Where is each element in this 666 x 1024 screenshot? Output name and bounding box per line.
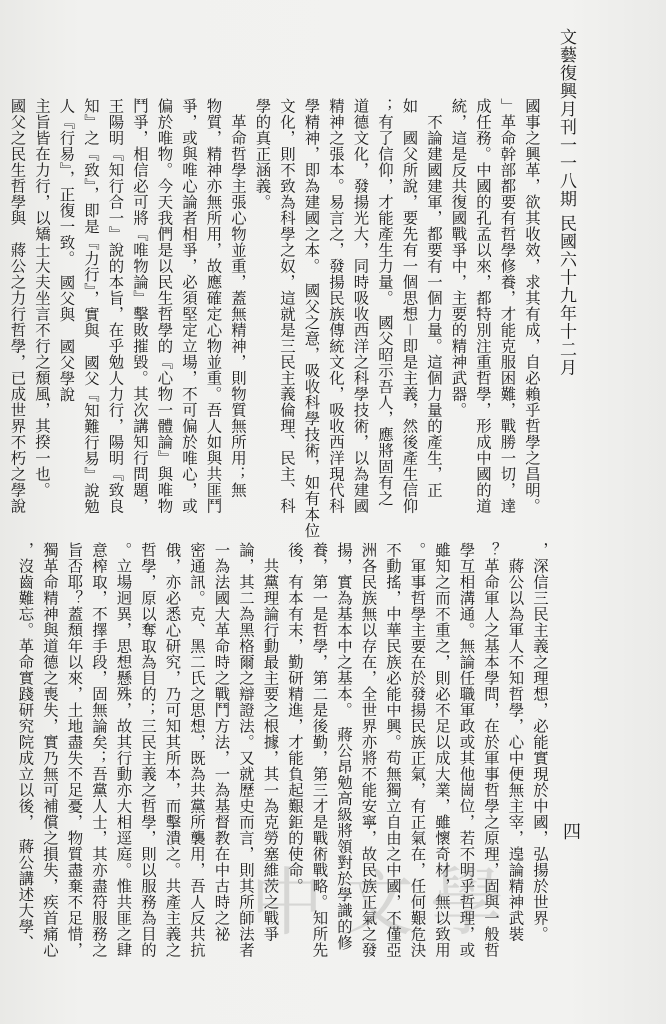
text-line: 蔣公以為軍人不知哲學，心中便無主宰，遑論精神武裝 [506,542,525,942]
text-line: 意榨取，不擇手段，固無論矣；吾黨人士，其亦盡符服務之 [90,542,108,958]
text-line: 國父之民生哲學與 蔣公之力行哲學，已成世界不朽之學說 [8,98,27,514]
text-line: 俄，亦必悉心研究，乃可知其所本，而擊潰之。共產主義之 [163,542,182,958]
text-line: 精神之張本。易言之，發揚民族傳統文化，吸收西洋現代科 [327,98,345,514]
text-line: 如 國父所說，要先有一個思想－即是主義，然後產生信仰 [400,98,419,514]
text-line: 鬥爭，相信必可將『唯物論』擊敗摧毀。其次講知行問題， [131,98,149,514]
text-line: 不動搖，中華民族必能中興。苟無獨立自由之中國，不僅亞 [384,542,402,958]
text-line: 爭，或與唯心論者相爭，必須堅定立場，不可偏於唯心，或 [180,98,198,514]
text-line: 共黨理論行動最主要之根據，其一為克勞塞維茨之戰爭 [261,542,280,942]
text-line: 道德文化，發揚光大，同時吸收西洋之科學技術，以為建國 [351,98,370,514]
text-line: 養，第一是哲學，第二是後勤，第三才是戰術戰略。知所先 [310,542,329,958]
running-header: 文藝復興月刊一一八期 民國六十九年十二月 [556,28,576,377]
text-line: 主旨皆在力行，以矯士大夫坐言不行之頹風，其揆一也。 [33,98,51,498]
text-line: 王陽明『知行合一』說的本旨，在乎勉人力行，陽明『致良 [106,98,125,514]
text-line: 一為法國大革命時之戰鬥方法，一為基督教在中古時之祕 [212,542,231,942]
text-line: 偏於唯物。今天我們是以民生哲學的『心物一體論』與唯物 [155,98,174,514]
text-block-upper [8,98,544,539]
text-line: 統，這是反共復國戰爭中，主要的精神武器。 [449,98,468,418]
text-line: 」革命幹部都要有哲學修養，才能克服困難，戰勝一切，達 [498,98,517,514]
text-line: 密通訊。克、黑二氏之思想，既為共黨所襲用，吾人反共抗 [188,542,206,958]
text-line: 成任務。中國的孔孟以來，都特別注重哲學，形成中國的道 [474,98,492,514]
text-line: ？革命軍人之基本學問，在於軍事哲學之原理，固與一般哲 [482,542,500,958]
text-line: 論，其二為黑格爾之辯證法。又就歷史而言，則其所師法者 [237,542,255,958]
text-line: 揚，實為基本中之基本。 蔣公昂勉高級將領對於學識的修 [335,542,353,951]
text-line: ，深信三民主義之理想，必能實現於中國，弘揚於世界。 [531,542,549,942]
text-line: 雖知之而不重之，則必不足以成大業，雖懷奇材，無以致用 [433,542,451,958]
text-line: ，沒齒難忘。革命實踐研究院成立以後， 蔣公講述大學、 [16,542,35,951]
text-line: 學的真正涵義。 [253,98,272,210]
text-line: 文化，則不致為科學之奴，這就是三民主義倫理、民主、科 [278,98,296,514]
text-line: 革命哲學主張心物並重，蓋無精神，則物質無所用；無 [229,98,247,498]
text-line: 知』之『致』，即是『力行』，實與 國父『知難行易』說勉 [82,98,100,515]
text-line: 人『行易』，正復一致。 國父與 國父學說 [57,98,76,403]
text-line: 不論建國建軍，都要有一個力量。這個力量的產生，正 [425,98,443,498]
text-line: ；有了信仰，才能產生力量。 國父昭示吾人，應將固有之 [376,98,394,507]
page-number: 四 [560,822,581,840]
text-line: 哲學，原以奪取為目的；三民主義之哲學，則以服務為目的 [139,542,157,958]
text-line: 洲各民族無以存在，全世界亦將不能安寧，故民族正氣之發 [359,542,378,958]
library-watermark: 中文學 [250,860,520,946]
text-line: 學互相溝通。無論任職軍政或其他崗位，若不明乎哲理，或 [457,542,476,958]
text-line: 獨革命精神與道德之喪失，實乃無可補償之損失，疾首痛心 [41,542,59,958]
text-line: 。軍事哲學主要在於發揚民族正氣，有正氣在，任何艱危決 [408,542,427,958]
text-line: 旨否耶？蓋頹年以來，土地盡失不足憂，物質盡棄不足惜， [65,542,84,958]
text-line: 學精神，即為建國之本。 國父之意，吸收科學技術，如有本位 [302,98,321,539]
text-line: 。立場迥異，思想懸殊，故其行動亦大相逕庭。惟共匪之肆 [114,542,133,958]
text-line: 國事之興革，欲其收效，求其有成，自必賴乎哲學之昌明。 [523,98,541,514]
text-line: 物質，精神亦無所用，故應確定心物並重。吾人如與共匪鬥 [204,98,223,514]
text-line: 後，有本有末，勤研精進，才能負起艱鉅的使命。 [286,542,304,894]
